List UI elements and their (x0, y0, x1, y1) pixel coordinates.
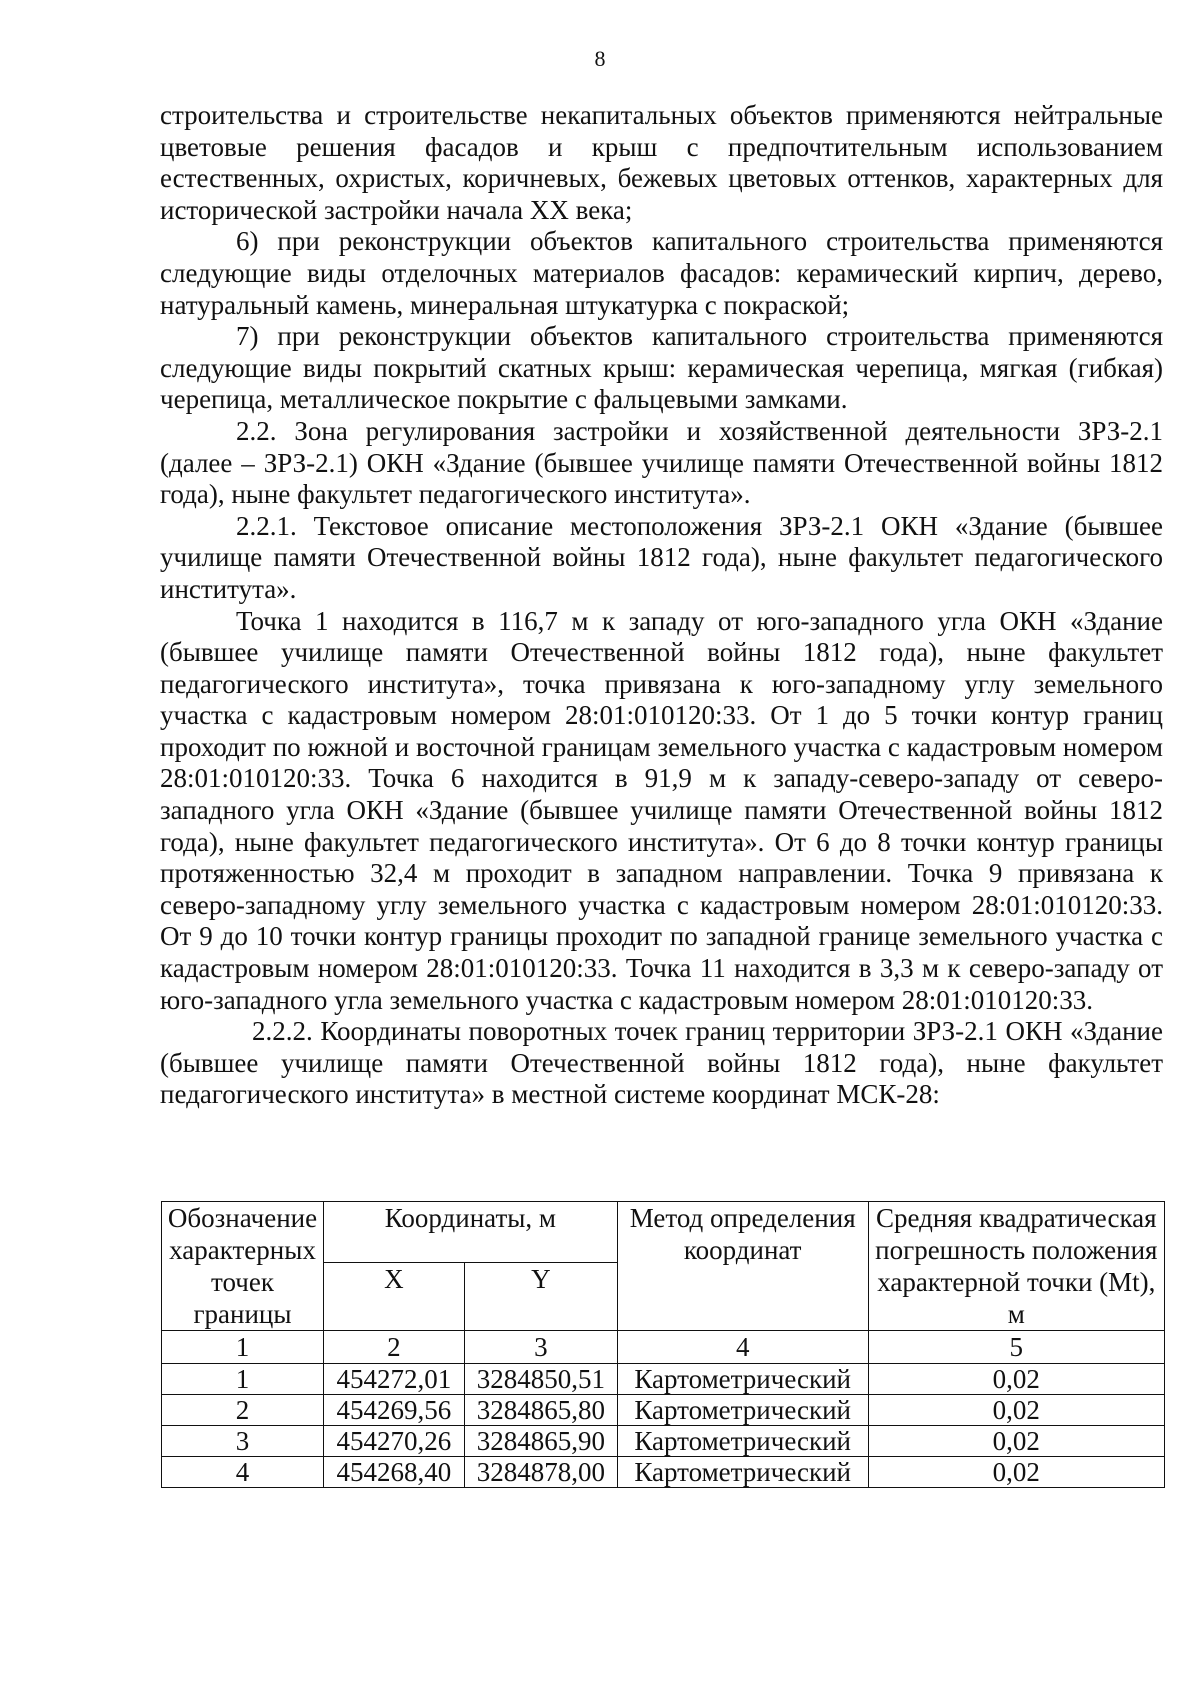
cell-method: Картометрический (617, 1457, 868, 1488)
paragraph-point-description: Точка 1 находится в 116,7 м к западу от юго-западного угла ОКН «Здание (бывшее училище памяти Отечественной войны 1812 года), ныне факультет педагогического института», точка привязана к юго-западному углу земельного участка с кадастровым номером 28:01:010120:33. От 1 до 5 точки контур границ проходит по южной и восточной границам земельного участка с кадастровым номером 28:01:010120:33. Точка 6 находится в 91,9 м к западу-северо-западу от северо-западного угла ОКН «Здание (бывшее училище памяти Отечественной войны 1812 года), ныне факультет педагогического института». От 6 до 8 точки контур границы протяженностью 32,4 м проходит в западном направлении. Точка 9 привязана к северо-западному углу земельного участка с кадастровым номером 28:01:010120:33. От 9 до 10 точки контур границы проходит по западной границе земельного участка с кадастровым номером 28:01:010120:33. Точка 11 находится в 3,3 м к северо-западу от юго-западного угла земельного участка с кадастровым номером 28:01:010120:33. (160, 605, 1163, 1015)
cell-error: 0,02 (868, 1426, 1164, 1457)
header-coordinates: Координаты, м (323, 1202, 617, 1263)
paragraph-continuation: строительства и строительстве некапитальных объектов применяются нейтральные цветовые решения фасадов и крыш с предпочтительным использованием естественных, охристых, коричневых, бежевых цветовых оттенков, характерных для исторической застройки начала XX века; (160, 100, 1163, 225)
table-column-numbers-row (162, 1331, 1165, 1364)
table-row (162, 1426, 1165, 1457)
cell-method: Картометрический (617, 1395, 868, 1426)
paragraph-section-2-2-1: 2.2.1. Текстовое описание местоположения ЗРЗ-2.1 ОКН «Здание (бывшее училище памяти Отечественной войны 1812 года), ныне факультет педагогического института». (160, 510, 1163, 604)
cell-point: 2 (162, 1395, 324, 1426)
cell-x: 454270,26 (323, 1426, 464, 1457)
table-row (162, 1364, 1165, 1395)
cell-point: 3 (162, 1426, 324, 1457)
header-error: Средняя квадратическая погрешность положения характерной точки (Mt), м (868, 1202, 1164, 1331)
cell-point: 4 (162, 1457, 324, 1488)
header-y: Y (464, 1262, 617, 1330)
paragraph-section-2-2: 2.2. Зона регулирования застройки и хозяйственной деятельности ЗРЗ-2.1 (далее – ЗРЗ-2.1) ОКН «Здание (бывшее училище памяти Отечественной войны 1812 года), ныне факультет педагогического института». (160, 415, 1163, 510)
column-number: 4 (617, 1331, 868, 1364)
cell-y: 3284865,80 (464, 1395, 617, 1426)
cell-x: 454268,40 (323, 1457, 464, 1488)
cell-method: Картометрический (617, 1426, 868, 1457)
cell-point: 1 (162, 1364, 324, 1395)
cell-y: 3284865,90 (464, 1426, 617, 1457)
cell-y: 3284850,51 (464, 1364, 617, 1395)
cell-error: 0,02 (868, 1457, 1164, 1488)
table-header-row (162, 1202, 1165, 1263)
column-number: 1 (162, 1331, 324, 1364)
column-number: 3 (464, 1331, 617, 1364)
paragraph-item-6: 6) при реконструкции объектов капитального строительства применяются следующие виды отделочных материалов фасадов: керамический кирпич, дерево, натуральный камень, минеральная штукатурка с покраской; (160, 226, 1163, 320)
header-x: X (323, 1262, 464, 1330)
cell-y: 3284878,00 (464, 1457, 617, 1488)
cell-x: 454269,56 (323, 1395, 464, 1426)
paragraph-item-7: 7) при реконструкции объектов капитального строительства применяются следующие виды покрытий скатных крыш: керамическая черепица, мягкая (гибкая) черепица, металлическое покрытие с фальцевыми замками. (160, 321, 1163, 415)
cell-error: 0,02 (868, 1364, 1164, 1395)
paragraph-section-2-2-2: 2.2.2. Координаты поворотных точек границ территории ЗРЗ-2.1 ОКН «Здание (бывшее училище памяти Отечественной войны 1812 года), ныне факультет педагогического института» в местной системе координат МСК-28: (160, 1016, 1163, 1110)
document-body (160, 100, 1163, 1111)
cell-method: Картометрический (617, 1364, 868, 1395)
header-method: Метод определения координат (617, 1202, 868, 1331)
column-number: 5 (868, 1331, 1164, 1364)
column-number: 2 (323, 1331, 464, 1364)
header-designation: Обозначение характерных точек границы (162, 1202, 324, 1331)
page-number: 8 (594, 46, 606, 71)
table-row (162, 1457, 1165, 1488)
coordinates-table (161, 1201, 1165, 1488)
cell-error: 0,02 (868, 1395, 1164, 1426)
cell-x: 454272,01 (323, 1364, 464, 1395)
table-row (162, 1395, 1165, 1426)
